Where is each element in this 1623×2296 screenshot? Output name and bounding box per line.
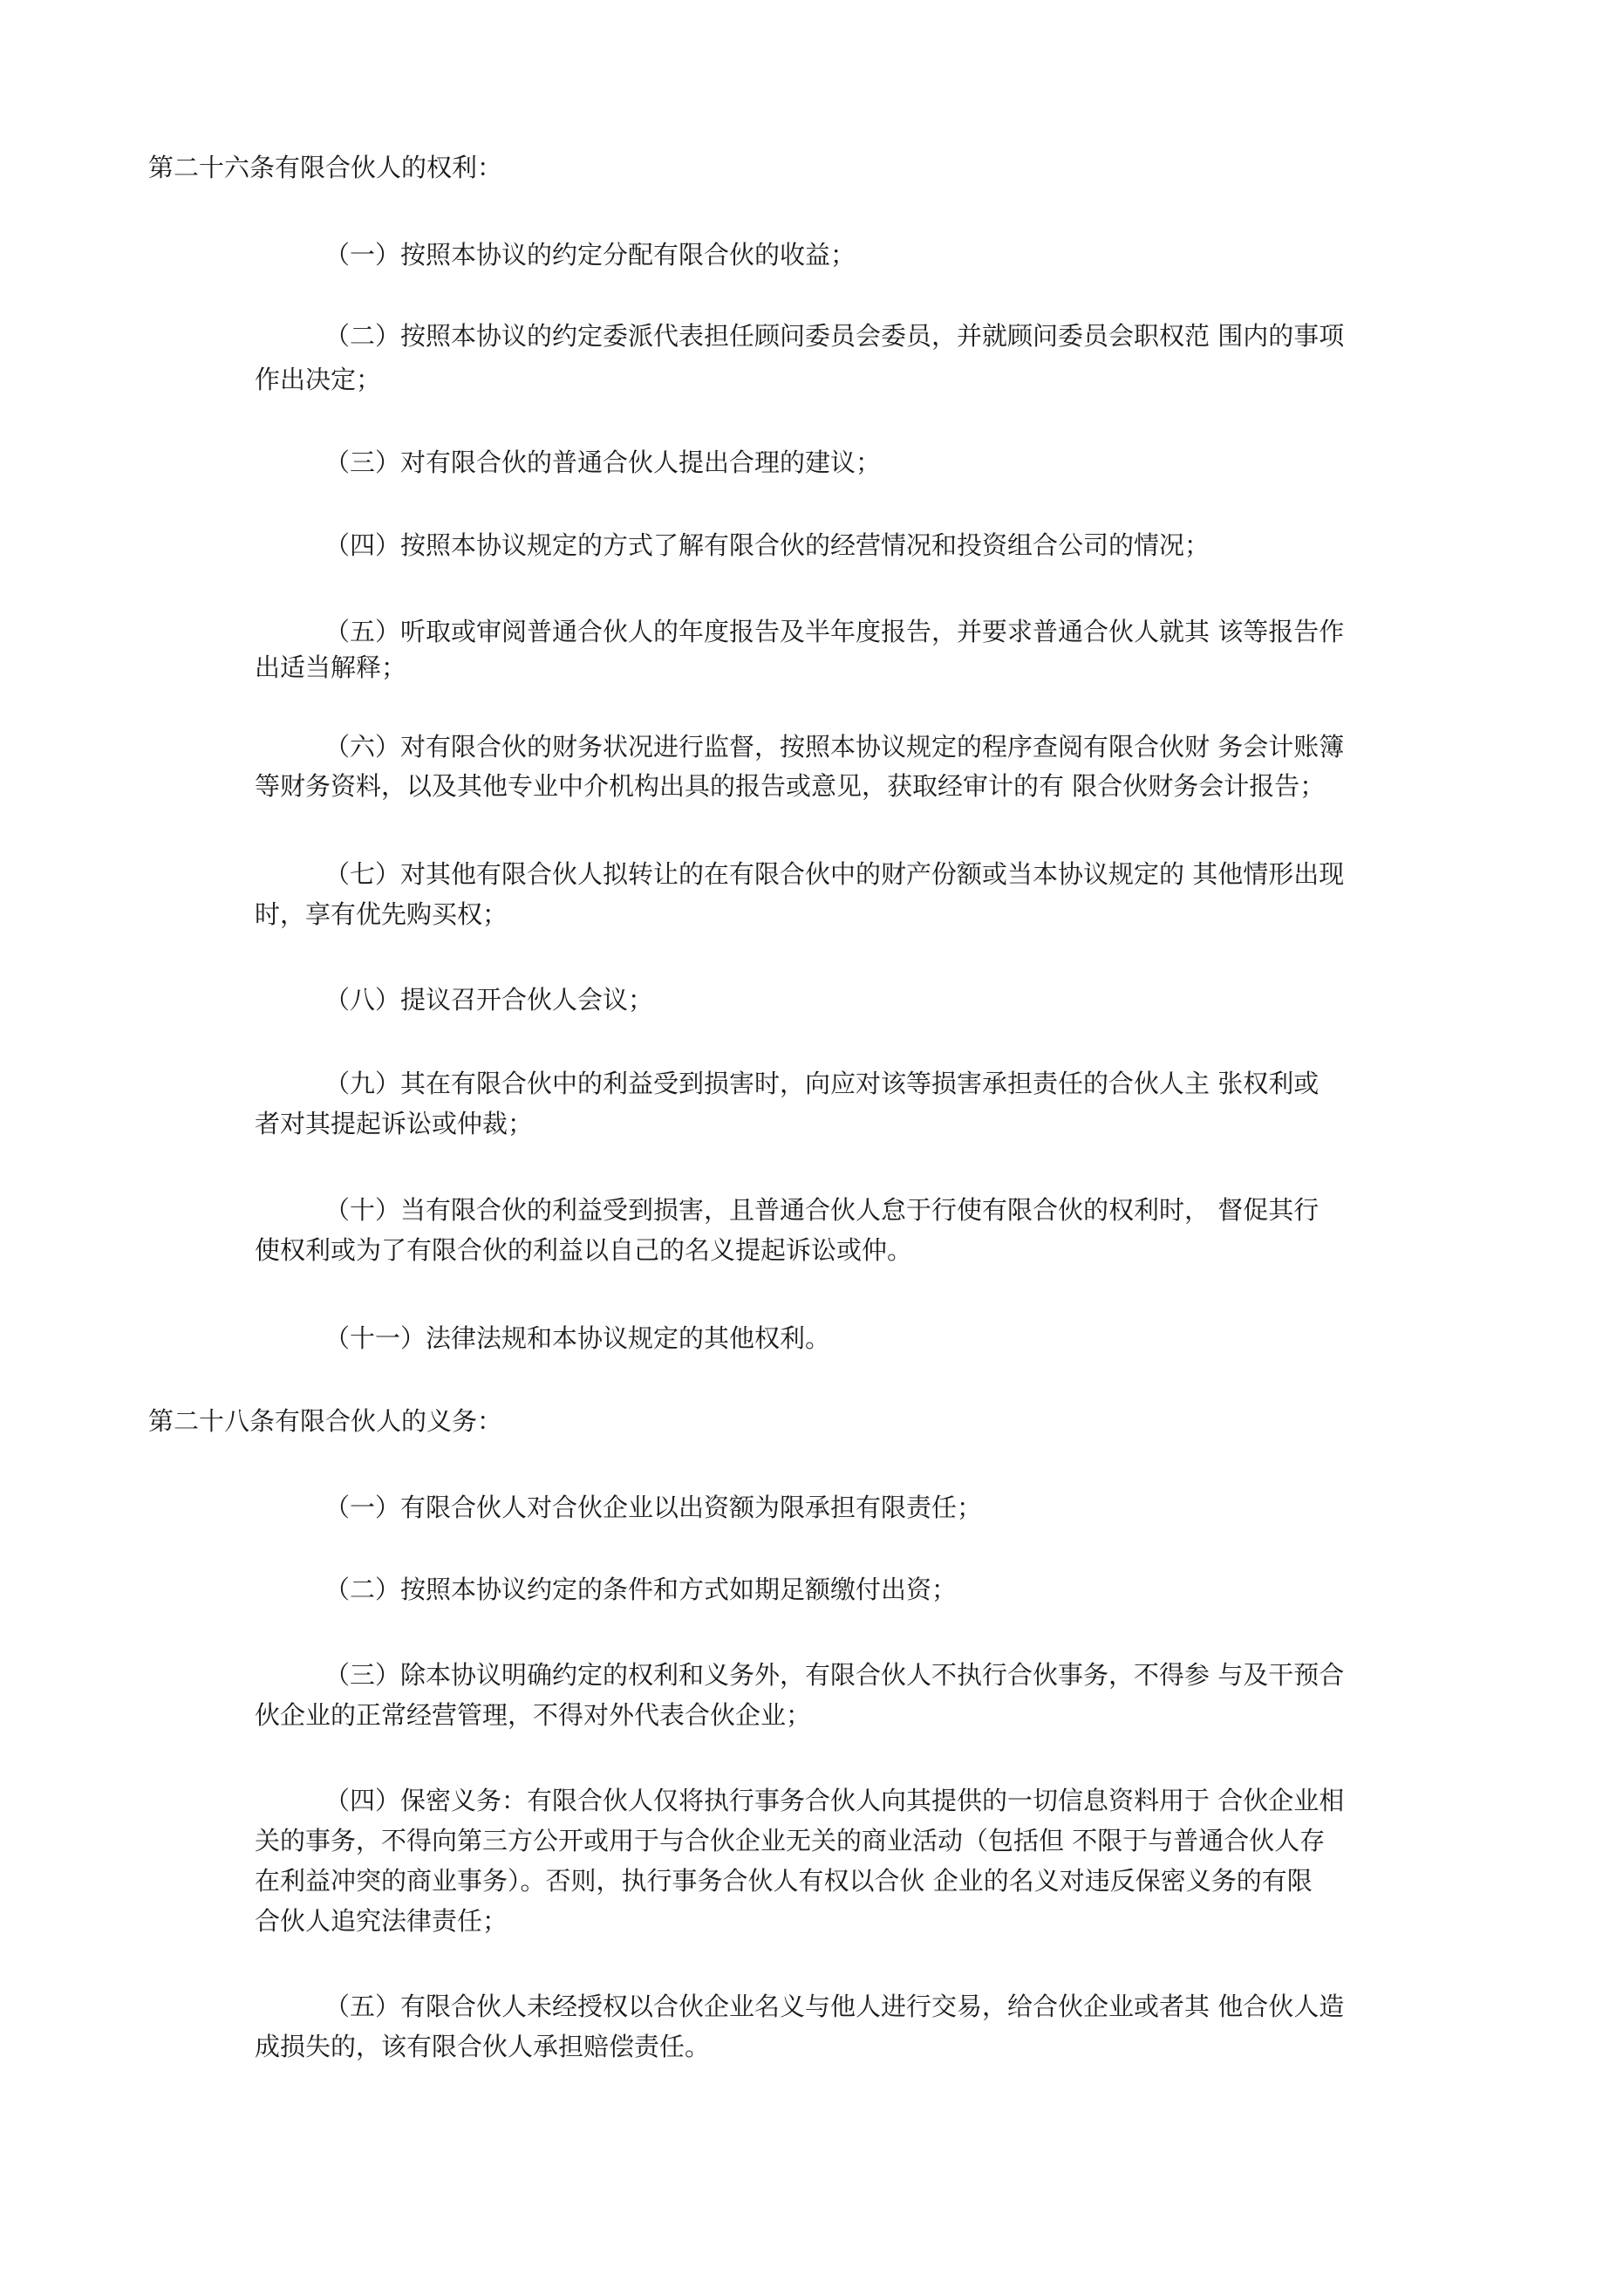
article-28-clause-5-line-1: （五）有限合伙人未经授权以合伙企业名义与他人进行交易，给合伙企业或者其 他合伙人造 xyxy=(324,1992,1345,2021)
article-26-clause-6-line-1: （六）对有限合伙的财务状况进行监督，按照本协议规定的程序查阅有限合伙财 务会计账簿 xyxy=(324,732,1345,762)
article-28-heading: 第二十八条有限合伙人的义务： xyxy=(148,1406,503,1436)
article-28-clause-4-line-2: 关的事务，不得向第三方公开或用于与合伙企业无关的商业活动（包括但 不限于与普通合伙人存 xyxy=(255,1826,1326,1855)
article-28-clause-2-line-1: （二）按照本协议约定的条件和方式如期足额缴付出资； xyxy=(324,1575,958,1604)
article-26-clause-5-line-1: （五）听取或审阅普通合伙人的年度报告及半年度报告，并要求普通合伙人就其 该等报告作 xyxy=(324,617,1345,646)
article-28-clause-3-line-1: （三）除本协议明确约定的权利和义务外，有限合伙人不执行合伙事务，不得参 与及干预合 xyxy=(324,1660,1345,1690)
article-26-clause-10-line-1: （十）当有限合伙的利益受到损害，且普通合伙人怠于行使有限合伙的权利时， 督促其行 xyxy=(324,1195,1320,1225)
article-26-clause-11-line-1: （十一）法律法规和本协议规定的其他权利。 xyxy=(324,1323,831,1353)
article-26-clause-2-line-2: 作出决定； xyxy=(255,365,382,394)
article-26-clause-5-line-2: 出适当解释； xyxy=(255,653,407,682)
article-26-clause-9-line-1: （九）其在有限合伙中的利益受到损害时，向应对该等损害承担责任的合伙人主 张权利或 xyxy=(324,1069,1320,1098)
article-26-clause-8-line-1: （八）提议召开合伙人会议； xyxy=(324,985,654,1015)
article-28-clause-4-line-4: 合伙人追究法律责任； xyxy=(255,1906,508,1936)
article-28-clause-4-line-1: （四）保密义务：有限合伙人仅将执行事务合伙人向其提供的一切信息资料用于 合伙企业相 xyxy=(324,1786,1345,1815)
article-26-heading: 第二十六条有限合伙人的权利： xyxy=(148,153,503,182)
article-28-clause-1-line-1: （一）有限合伙人对合伙企业以出资额为限承担有限责任； xyxy=(324,1493,983,1522)
article-28-clause-4-line-3: 在利益冲突的商业事务）。否则，执行事务合伙人有权以合伙 企业的名义对违反保密义务的有限 xyxy=(255,1866,1313,1896)
article-28-clause-5-line-2: 成损失的，该有限合伙人承担赔偿责任。 xyxy=(255,2032,711,2061)
article-26-clause-4-line-1: （四）按照本协议规定的方式了解有限合伙的经营情况和投资组合公司的情况； xyxy=(324,530,1210,560)
article-26-clause-7-line-2: 时，享有优先购买权； xyxy=(255,899,508,929)
article-26-clause-7-line-1: （七）对其他有限合伙人拟转让的在有限合伙中的财产份额或当本协议规定的 其他情形出现 xyxy=(324,859,1345,889)
article-26-clause-9-line-2: 者对其提起诉讼或仲裁； xyxy=(255,1109,534,1138)
article-26-clause-3-line-1: （三）对有限合伙的普通合伙人提出合理的建议； xyxy=(324,448,882,477)
article-28-clause-3-line-2: 伙企业的正常经营管理，不得对外代表合伙企业； xyxy=(255,1700,812,1730)
article-26-clause-6-line-2: 等财务资料，以及其他专业中介机构出具的报告或意见，获取经审计的有 限合伙财务会计报告； xyxy=(255,771,1326,801)
article-26-clause-10-line-2: 使权利或为了有限合伙的利益以自己的名义提起诉讼或仲。 xyxy=(255,1235,913,1265)
article-26-clause-1-line-1: （一）按照本协议的约定分配有限合伙的收益； xyxy=(324,240,856,270)
article-26-clause-2-line-1: （二）按照本协议的约定委派代表担任顾问委员会委员，并就顾问委员会职权范 围内的事项 xyxy=(324,321,1345,351)
